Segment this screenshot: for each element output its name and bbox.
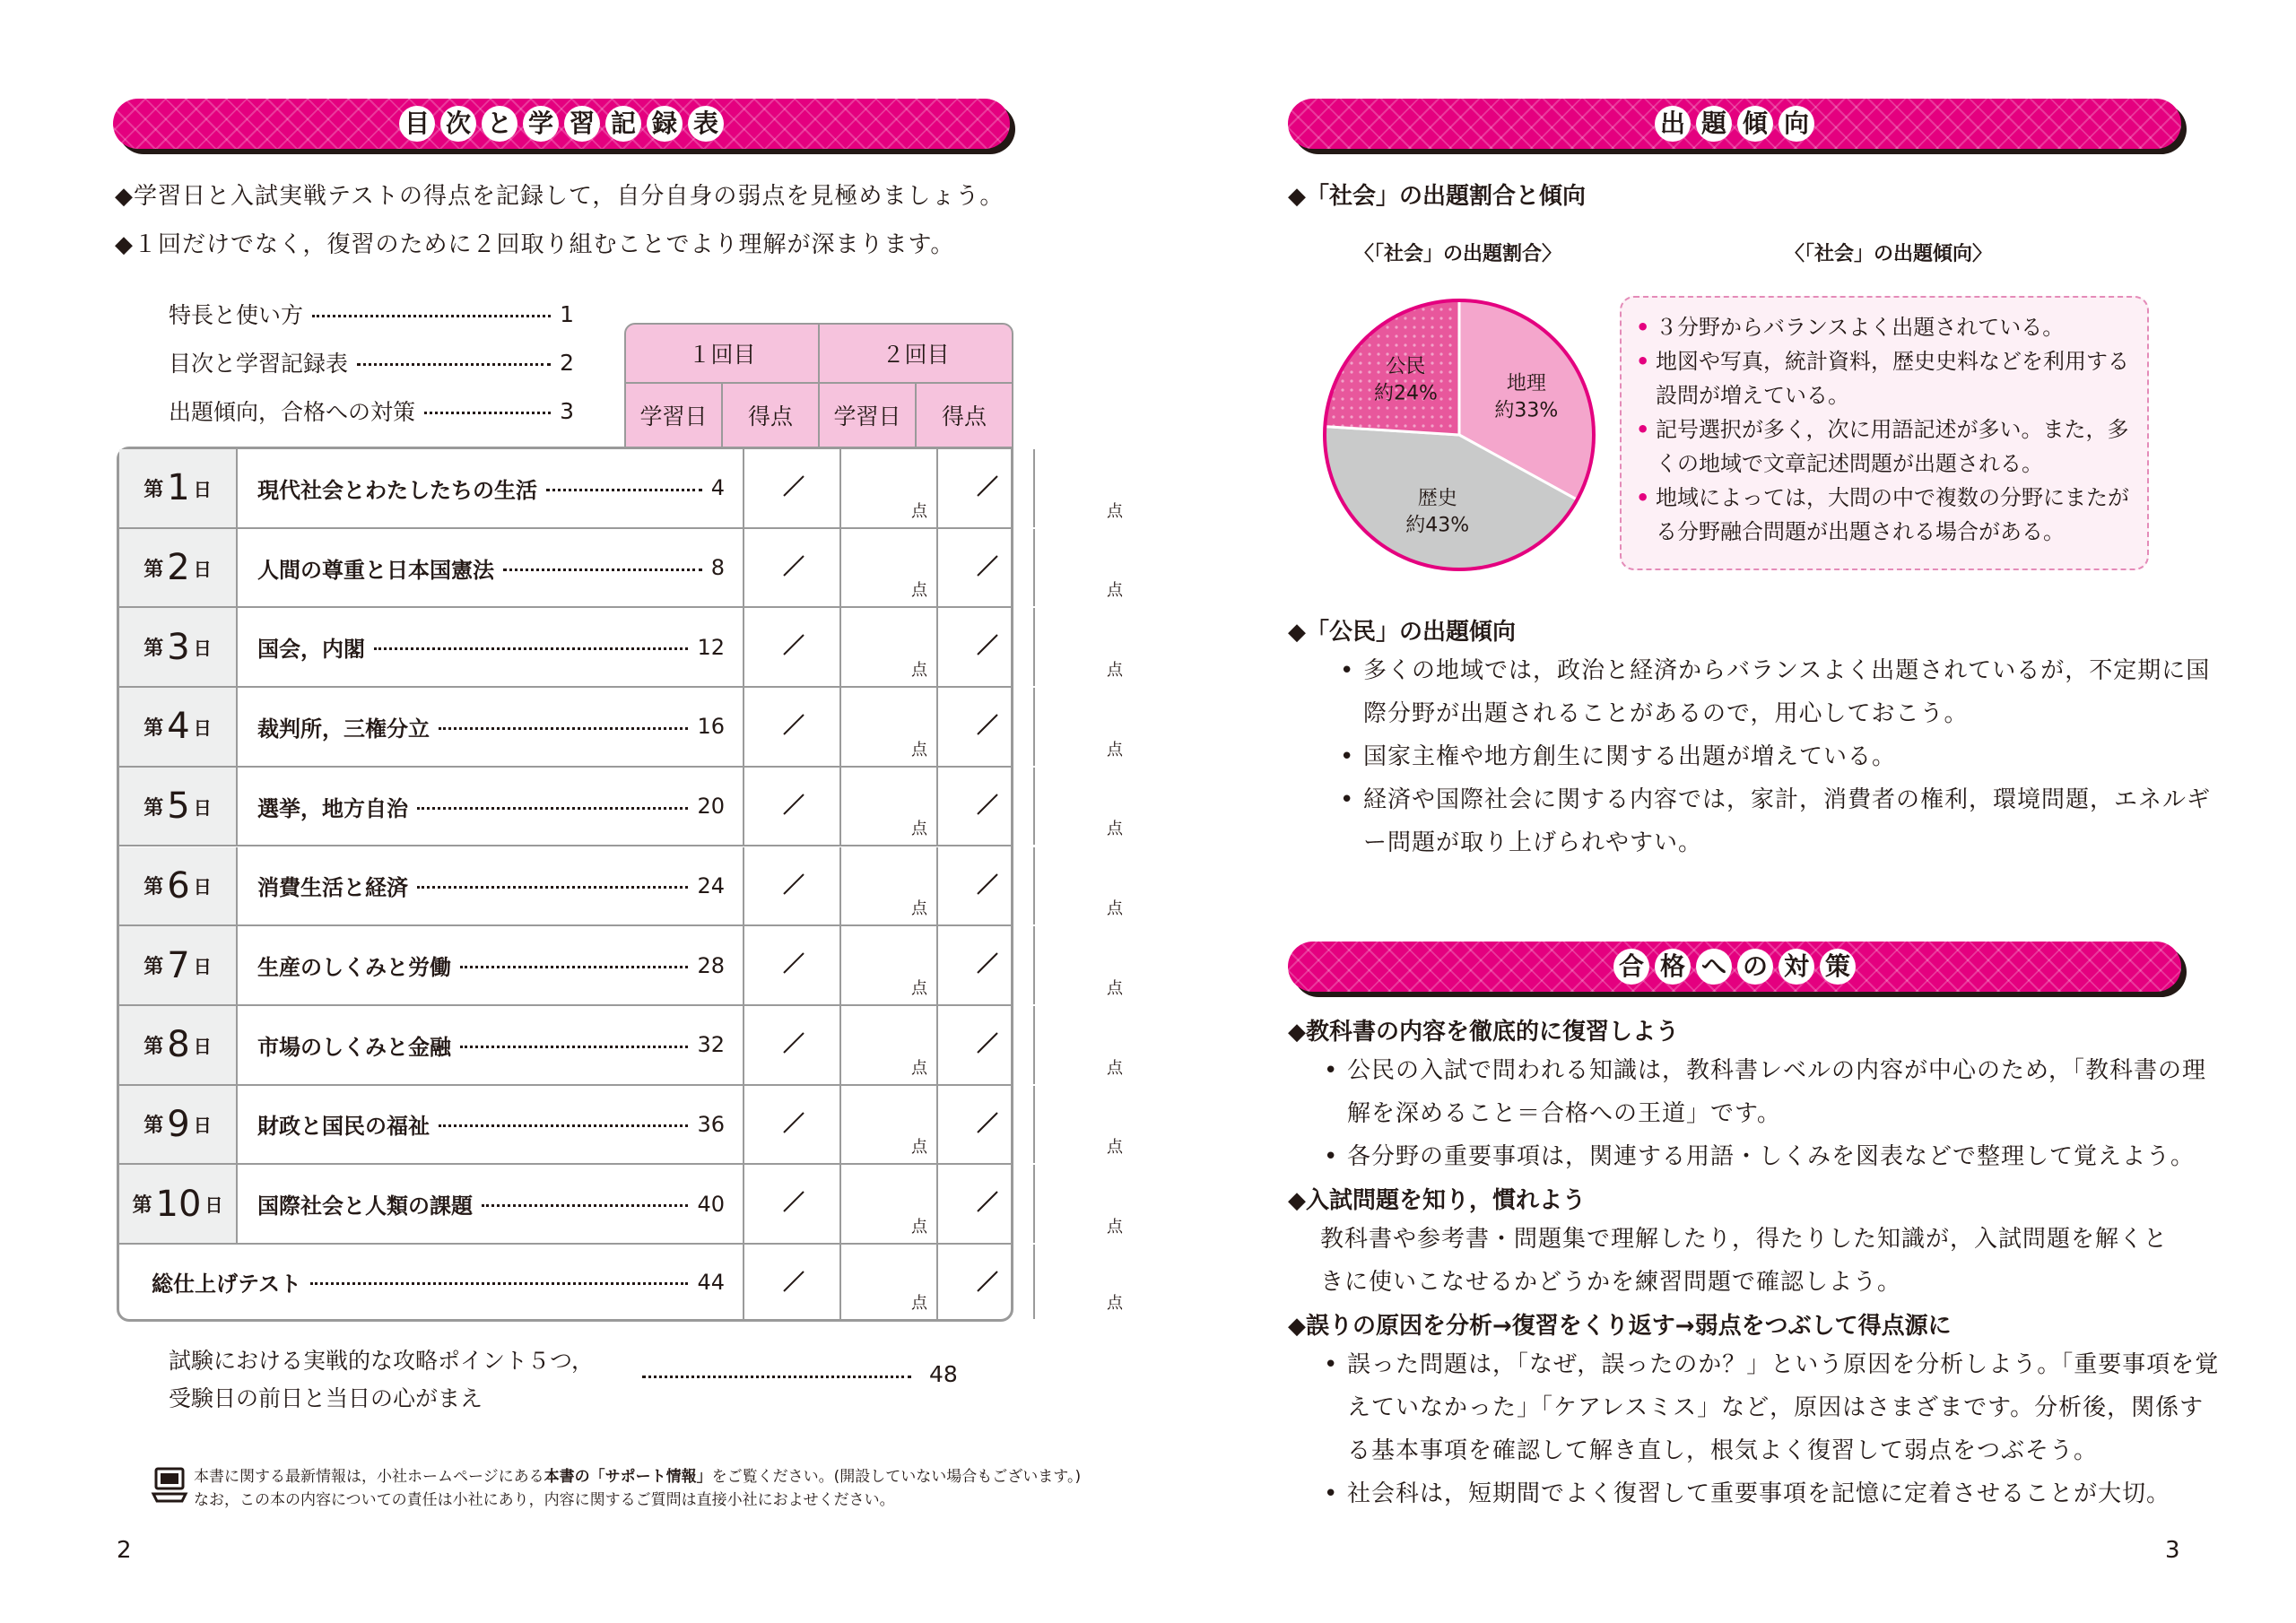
banner-char: 表 [688,106,724,142]
lesson-title: 人間の尊重と日本国憲法 [257,557,494,583]
banner-toc-title [113,106,1010,142]
point-unit: 点 [911,501,927,521]
lesson-title: 裁判所，三権分立 [257,716,430,742]
heading-error-analysis: ◆誤りの原因を分析→復習をくり返す→弱点をつぶして得点源に [1288,1313,1952,1340]
study-day-2-cell[interactable] [938,1086,1035,1164]
banner-char: 向 [1779,106,1814,142]
day-suffix: 日 [193,716,212,739]
day-number: 5 [167,785,190,828]
lesson-title: 現代社会とわたしたちの生活 [257,477,537,503]
leader-dots [482,1204,688,1207]
table-row-final [119,1245,1123,1319]
heading-civics-trend: ◆「公民」の出題傾向 [1288,619,1516,646]
final-test-cell[interactable] [119,1245,744,1319]
score-1-cell[interactable] [841,847,938,925]
strategy-item: • 社会科は，短期間でよく復習して重要事項を記憶に定着させることが大切。 [1324,1472,2244,1515]
score-2-cell[interactable] [1035,688,1132,766]
day-suffix: 日 [193,1035,212,1057]
day-suffix: 日 [193,796,212,819]
slash-mark [782,1031,805,1055]
point-unit: 点 [1107,899,1123,919]
table-row [119,1086,1123,1166]
study-day-1-cell[interactable] [744,688,841,766]
score-2-cell[interactable] [1035,1006,1132,1084]
support-info-link[interactable]: 本書の「サポート情報」 [544,1468,712,1486]
leader-dots [503,568,702,571]
study-day-1-cell[interactable] [744,1006,841,1084]
table-row [119,768,1123,847]
lesson-title-cell[interactable] [238,768,744,846]
point-unit: 点 [1107,820,1123,839]
exam-practice-text: 教科書や参考書・問題集で理解したり，得たりした知識が，入試問題を解くときに使いこなせるかどうかを練習問題で確認しよう。 [1320,1226,2169,1296]
banner-char: 出 [1655,106,1691,142]
study-record-table [117,447,1123,1322]
table-row [119,529,1123,609]
lesson-title-cell[interactable] [238,1165,744,1243]
day-label [119,768,238,846]
banner-char: 記 [605,106,641,142]
score-1-cell[interactable] [841,768,938,846]
day-prefix: 第 [144,876,164,899]
table-row [119,449,1123,529]
strategy-item: • 各分野の重要事項は，関連する用語・しくみを図表などで整理して覚えよう。 [1324,1135,2244,1178]
banner-char: 対 [1779,949,1814,985]
toc-item-features[interactable] [169,298,574,330]
point-unit: 点 [1107,581,1123,601]
study-day-2-cell[interactable] [938,688,1035,766]
computer-icon [152,1467,187,1503]
slash-mark [976,1031,999,1055]
day-prefix: 第 [144,478,164,501]
slash-mark [976,633,999,656]
score-1-cell[interactable] [841,529,938,607]
lesson-page: 20 [697,794,725,820]
score-2-cell[interactable] [1035,847,1132,925]
trend-item: • 地図や写真，統計資料，歴史史料などを利用する設問が増えている。 [1636,344,2138,412]
lesson-title: 国際社会と人類の課題 [257,1193,473,1219]
point-unit: 点 [1107,661,1123,681]
header-study-day-2: 学習日 [818,382,917,448]
toc-page: 3 [560,397,574,424]
leader-dots [374,647,688,650]
point-unit: 点 [911,740,927,759]
toc-page: 1 [560,300,574,327]
day-label [119,1006,238,1084]
banner-char: 題 [1696,106,1732,142]
strategy-item: • 誤った問題は，「なぜ，誤ったのか？」という原因を分析しよう。「重要事項を覚えていなかった」「ケアレスミス」など，原因はさまざまです。分析後，関係する基本事項を確認して解き直し，根気よく復習して弱点をつぶそう。 [1324,1343,2226,1472]
day-prefix: 第 [144,558,164,581]
leader-dots [310,1282,688,1285]
point-unit: 点 [911,581,927,601]
point-unit: 点 [911,1138,927,1158]
study-day-2-cell[interactable] [938,1165,1035,1243]
lesson-page: 28 [697,952,725,978]
slash-mark [782,474,805,498]
day-prefix: 第 [132,1194,152,1218]
heading-exam-practice: ◆入試問題を知り，慣れよう [1288,1187,1586,1214]
score-1-cell[interactable] [841,926,938,1004]
lesson-title-cell[interactable] [238,688,744,766]
point-unit: 点 [911,978,927,998]
score-1-cell[interactable] [841,608,938,686]
header-score-2: 得点 [915,382,1013,448]
lesson-title: 選挙，地方自治 [257,795,408,821]
toc-title: 目次と学習記録表 [169,351,349,377]
slash-mark [976,713,999,736]
point-unit: 点 [1107,501,1123,521]
trend-caption: 〈「社会」の出題傾向〉 [1785,243,1993,265]
day-prefix: 第 [144,956,164,979]
lesson-title-cell[interactable] [238,847,744,925]
banner-char: 録 [647,106,683,142]
study-day-2-cell[interactable] [938,449,1035,527]
leader-dots [460,1046,688,1048]
score-2-cell[interactable] [1035,768,1132,846]
banner-char: 策 [1820,949,1856,985]
leader-dots [439,727,688,730]
study-day-2-cell[interactable] [938,847,1035,925]
point-unit: 点 [911,661,927,681]
header-round-1: １回目 [624,323,820,384]
lesson-page: 16 [697,714,725,740]
day-suffix: 日 [193,956,212,978]
point-unit: 点 [1107,1294,1123,1313]
day-prefix: 第 [144,1035,164,1058]
day-label [119,926,238,1004]
study-day-2-cell[interactable] [938,1006,1035,1084]
pie-label: 公民 [1386,355,1426,378]
lesson-title-cell[interactable] [238,1006,744,1084]
notice-line-1 [194,1463,1081,1486]
civics-item: • 経済や国際社会に関する内容では，家計，消費者の権利，環境問題，エネルギー問題が取り上げられやすい。 [1340,778,2224,864]
study-day-1-cell[interactable] [744,1086,841,1164]
day-number: 9 [167,1103,190,1145]
day-number: 4 [167,706,190,748]
day-suffix: 日 [193,638,212,660]
table-row [119,1165,1123,1245]
day-label [119,847,238,925]
leader-dots [312,315,551,317]
appendix-line-1: 試験における実戦的な攻略ポイント５つ， [169,1348,595,1374]
lesson-page: 36 [697,1111,725,1137]
banner-char: 習 [564,106,600,142]
score-2-cell[interactable] [1035,608,1132,686]
page-number-right: 3 [2165,1537,2180,1564]
score-2-cell[interactable] [1035,1165,1132,1243]
slash-mark [782,1270,805,1293]
banner-char: 目 [399,106,435,142]
notice-line-2: なお，この本の内容についての責任は小社にあり，内容に関するご質問は直接小社におよせください。 [194,1491,895,1509]
day-prefix: 第 [144,796,164,820]
intro-line-1: ◆学習日と入試実戦テストの得点を記録して，自分自身の弱点を見極めましょう。 [115,183,1004,210]
civics-item: • 国家主権や地方創生に関する出題が増えている。 [1340,735,2224,778]
trend-item: • ３分野からバランスよく出題されている。 [1636,310,2138,344]
point-unit: 点 [911,1294,927,1313]
slash-mark [782,1190,805,1213]
point-unit: 点 [911,1058,927,1078]
banner-char: 次 [440,106,476,142]
day-label [119,688,238,766]
banner-trends [1288,99,2181,149]
subject-ratio-pie-chart [1311,287,1607,583]
day-suffix: 日 [193,1115,212,1137]
heading-social-ratio: ◆「社会」の出題割合と傾向 [1288,183,1586,210]
day-suffix: 日 [193,558,212,580]
banner-char: へ [1696,949,1732,985]
banner-toc [113,99,1010,149]
leader-dots [439,1124,688,1127]
appendix-leader [642,1376,911,1378]
banner-char: と [482,106,517,142]
score-2-cell[interactable] [1035,926,1132,1004]
lesson-title: 消費生活と経済 [257,875,408,901]
slash-mark [782,872,805,896]
lesson-page: 32 [697,1032,725,1058]
study-day-1-cell[interactable] [744,1245,841,1319]
slash-mark [976,1111,999,1134]
slash-mark [976,554,999,577]
study-day-2-cell[interactable] [938,1245,1035,1319]
score-1-cell[interactable] [841,1086,938,1164]
leader-dots [546,489,702,491]
lesson-title: 財政と国民の福祉 [257,1114,430,1140]
banner-strategy [1288,942,2181,992]
leader-dots [417,886,688,889]
day-suffix: 日 [204,1194,223,1217]
study-day-1-cell[interactable] [744,768,841,846]
study-day-1-cell[interactable] [744,926,841,1004]
trend-item: • 記号選択が多く，次に用語記述が多い。また，多くの地域で文章記述問題が出題される。 [1636,412,2138,481]
banner-char: 傾 [1737,106,1773,142]
slash-mark [976,951,999,975]
point-unit: 点 [1107,1138,1123,1158]
toc-title: 出題傾向，合格への対策 [169,399,416,425]
study-day-2-cell[interactable] [938,768,1035,846]
score-1-cell[interactable] [841,1006,938,1084]
study-day-2-cell[interactable] [938,926,1035,1004]
table-row [119,847,1123,927]
score-1-cell[interactable] [841,1245,938,1319]
day-label [119,529,238,607]
score-2-cell[interactable] [1035,529,1132,607]
lesson-page: 40 [697,1191,725,1217]
day-label [119,1165,238,1243]
trend-item: • 地域によっては，大問の中で複数の分野にまたがる分野融合問題が出題される場合がある。 [1636,481,2138,549]
leader-dots [417,807,688,810]
header-score-1: 得点 [721,382,820,448]
slash-mark [976,1270,999,1293]
leader-dots [460,966,688,968]
header-study-day-1: 学習日 [624,382,723,448]
slash-mark [782,793,805,816]
score-2-cell[interactable] [1035,449,1132,527]
lesson-page: 24 [697,872,725,898]
lesson-title-cell[interactable] [238,608,744,686]
day-label [119,608,238,686]
notice-text: をご覧ください。(開設していない場合もございます。) [711,1468,1082,1486]
day-number: 6 [167,864,190,907]
pie-caption: 〈「社会」の出題割合〉 [1354,243,1562,265]
banner-trends-title [1288,106,2181,142]
appendix-line-2: 受験日の前日と当日の心がまえ [169,1385,483,1411]
lesson-title-cell[interactable] [238,529,744,607]
lesson-title: 生産のしくみと労働 [257,955,451,981]
score-1-cell[interactable] [841,688,938,766]
lesson-title-cell[interactable] [238,926,744,1004]
slash-mark [782,713,805,736]
slash-mark [976,474,999,498]
slash-mark [782,1111,805,1134]
day-number: 1 [167,467,190,509]
study-day-1-cell[interactable] [744,847,841,925]
point-unit: 点 [1107,1217,1123,1237]
day-prefix: 第 [144,716,164,740]
heading-textbook-review: ◆教科書の内容を徹底的に復習しよう [1288,1019,1679,1046]
point-unit: 点 [1107,978,1123,998]
banner-char: の [1737,949,1773,985]
day-number: 7 [167,944,190,986]
table-row [119,926,1123,1006]
day-number: 8 [167,1024,190,1066]
lesson-title: 国会，内閣 [257,637,365,663]
banner-strategy-title [1288,949,2181,985]
pie-label: 歴史 [1417,487,1457,510]
civics-item: • 多くの地域では，政治と経済からバランスよく出題されているが，不定期に国際分野が出題されることがあるので，用心しておこう。 [1340,649,2224,735]
study-day-1-cell[interactable] [744,449,841,527]
leader-dots [357,363,551,366]
day-number: 3 [167,626,190,668]
score-2-cell[interactable] [1035,1245,1132,1319]
lesson-title: 市場のしくみと金融 [257,1034,451,1060]
final-test-page: 44 [697,1269,725,1295]
day-number: 10 [155,1183,202,1225]
lesson-page: 4 [710,475,725,501]
toc-item-trends[interactable] [169,395,574,427]
pie-label: 地理 [1506,372,1546,395]
table-row [119,608,1123,688]
banner-char: 格 [1655,949,1691,985]
study-day-1-cell[interactable] [744,529,841,607]
toc-title: 特長と使い方 [169,302,304,328]
study-day-1-cell[interactable] [744,1165,841,1243]
score-2-cell[interactable] [1035,1086,1132,1164]
table-row [119,688,1123,768]
intro-line-2: ◆１回だけでなく，復習のために２回取り組むことでより理解が深まります。 [115,231,955,258]
study-day-2-cell[interactable] [938,608,1035,686]
banner-char: 学 [523,106,559,142]
notice-text: 本書に関する最新情報は，小社ホームページにある [194,1468,544,1486]
lesson-page: 12 [697,634,725,660]
day-label [119,1086,238,1164]
day-suffix: 日 [193,478,212,500]
day-prefix: 第 [144,638,164,661]
day-suffix: 日 [193,876,212,898]
slash-mark [782,633,805,656]
slash-mark [782,951,805,975]
strategy-item: • 公民の入試で問われる知識は，教科書レベルの内容が中心のため，「教科書の理解を深めること＝合格への王道」です。 [1324,1049,2226,1135]
point-unit: 点 [1107,1058,1123,1078]
appendix-page: 48 [929,1361,958,1387]
day-number: 2 [167,547,190,589]
day-label [119,449,238,527]
slash-mark [976,793,999,816]
point-unit: 点 [911,899,927,919]
pie-value-label: 約24% [1373,382,1438,405]
point-unit: 点 [911,820,927,839]
slash-mark [782,554,805,577]
study-day-2-cell[interactable] [938,529,1035,607]
slash-mark [976,872,999,896]
leader-dots [424,412,551,414]
final-test-title: 総仕上げテスト [152,1271,302,1297]
table-row [119,1006,1123,1086]
lesson-title-cell[interactable] [238,449,744,527]
score-1-cell[interactable] [841,1165,938,1243]
banner-char: 合 [1613,949,1649,985]
pie-value-label: 約33% [1494,399,1559,422]
point-unit: 点 [1107,740,1123,759]
header-round-2: ２回目 [818,323,1013,384]
toc-page: 2 [560,349,574,376]
trend-box [1620,296,2149,570]
point-unit: 点 [911,1217,927,1237]
lesson-page: 8 [710,555,725,581]
pie-value-label: 約43% [1405,514,1470,537]
page-number-left: 2 [117,1537,132,1564]
score-1-cell[interactable] [841,449,938,527]
day-prefix: 第 [144,1115,164,1138]
toc-item-contents[interactable] [169,346,574,378]
study-day-1-cell[interactable] [744,608,841,686]
slash-mark [976,1190,999,1213]
lesson-title-cell[interactable] [238,1086,744,1164]
